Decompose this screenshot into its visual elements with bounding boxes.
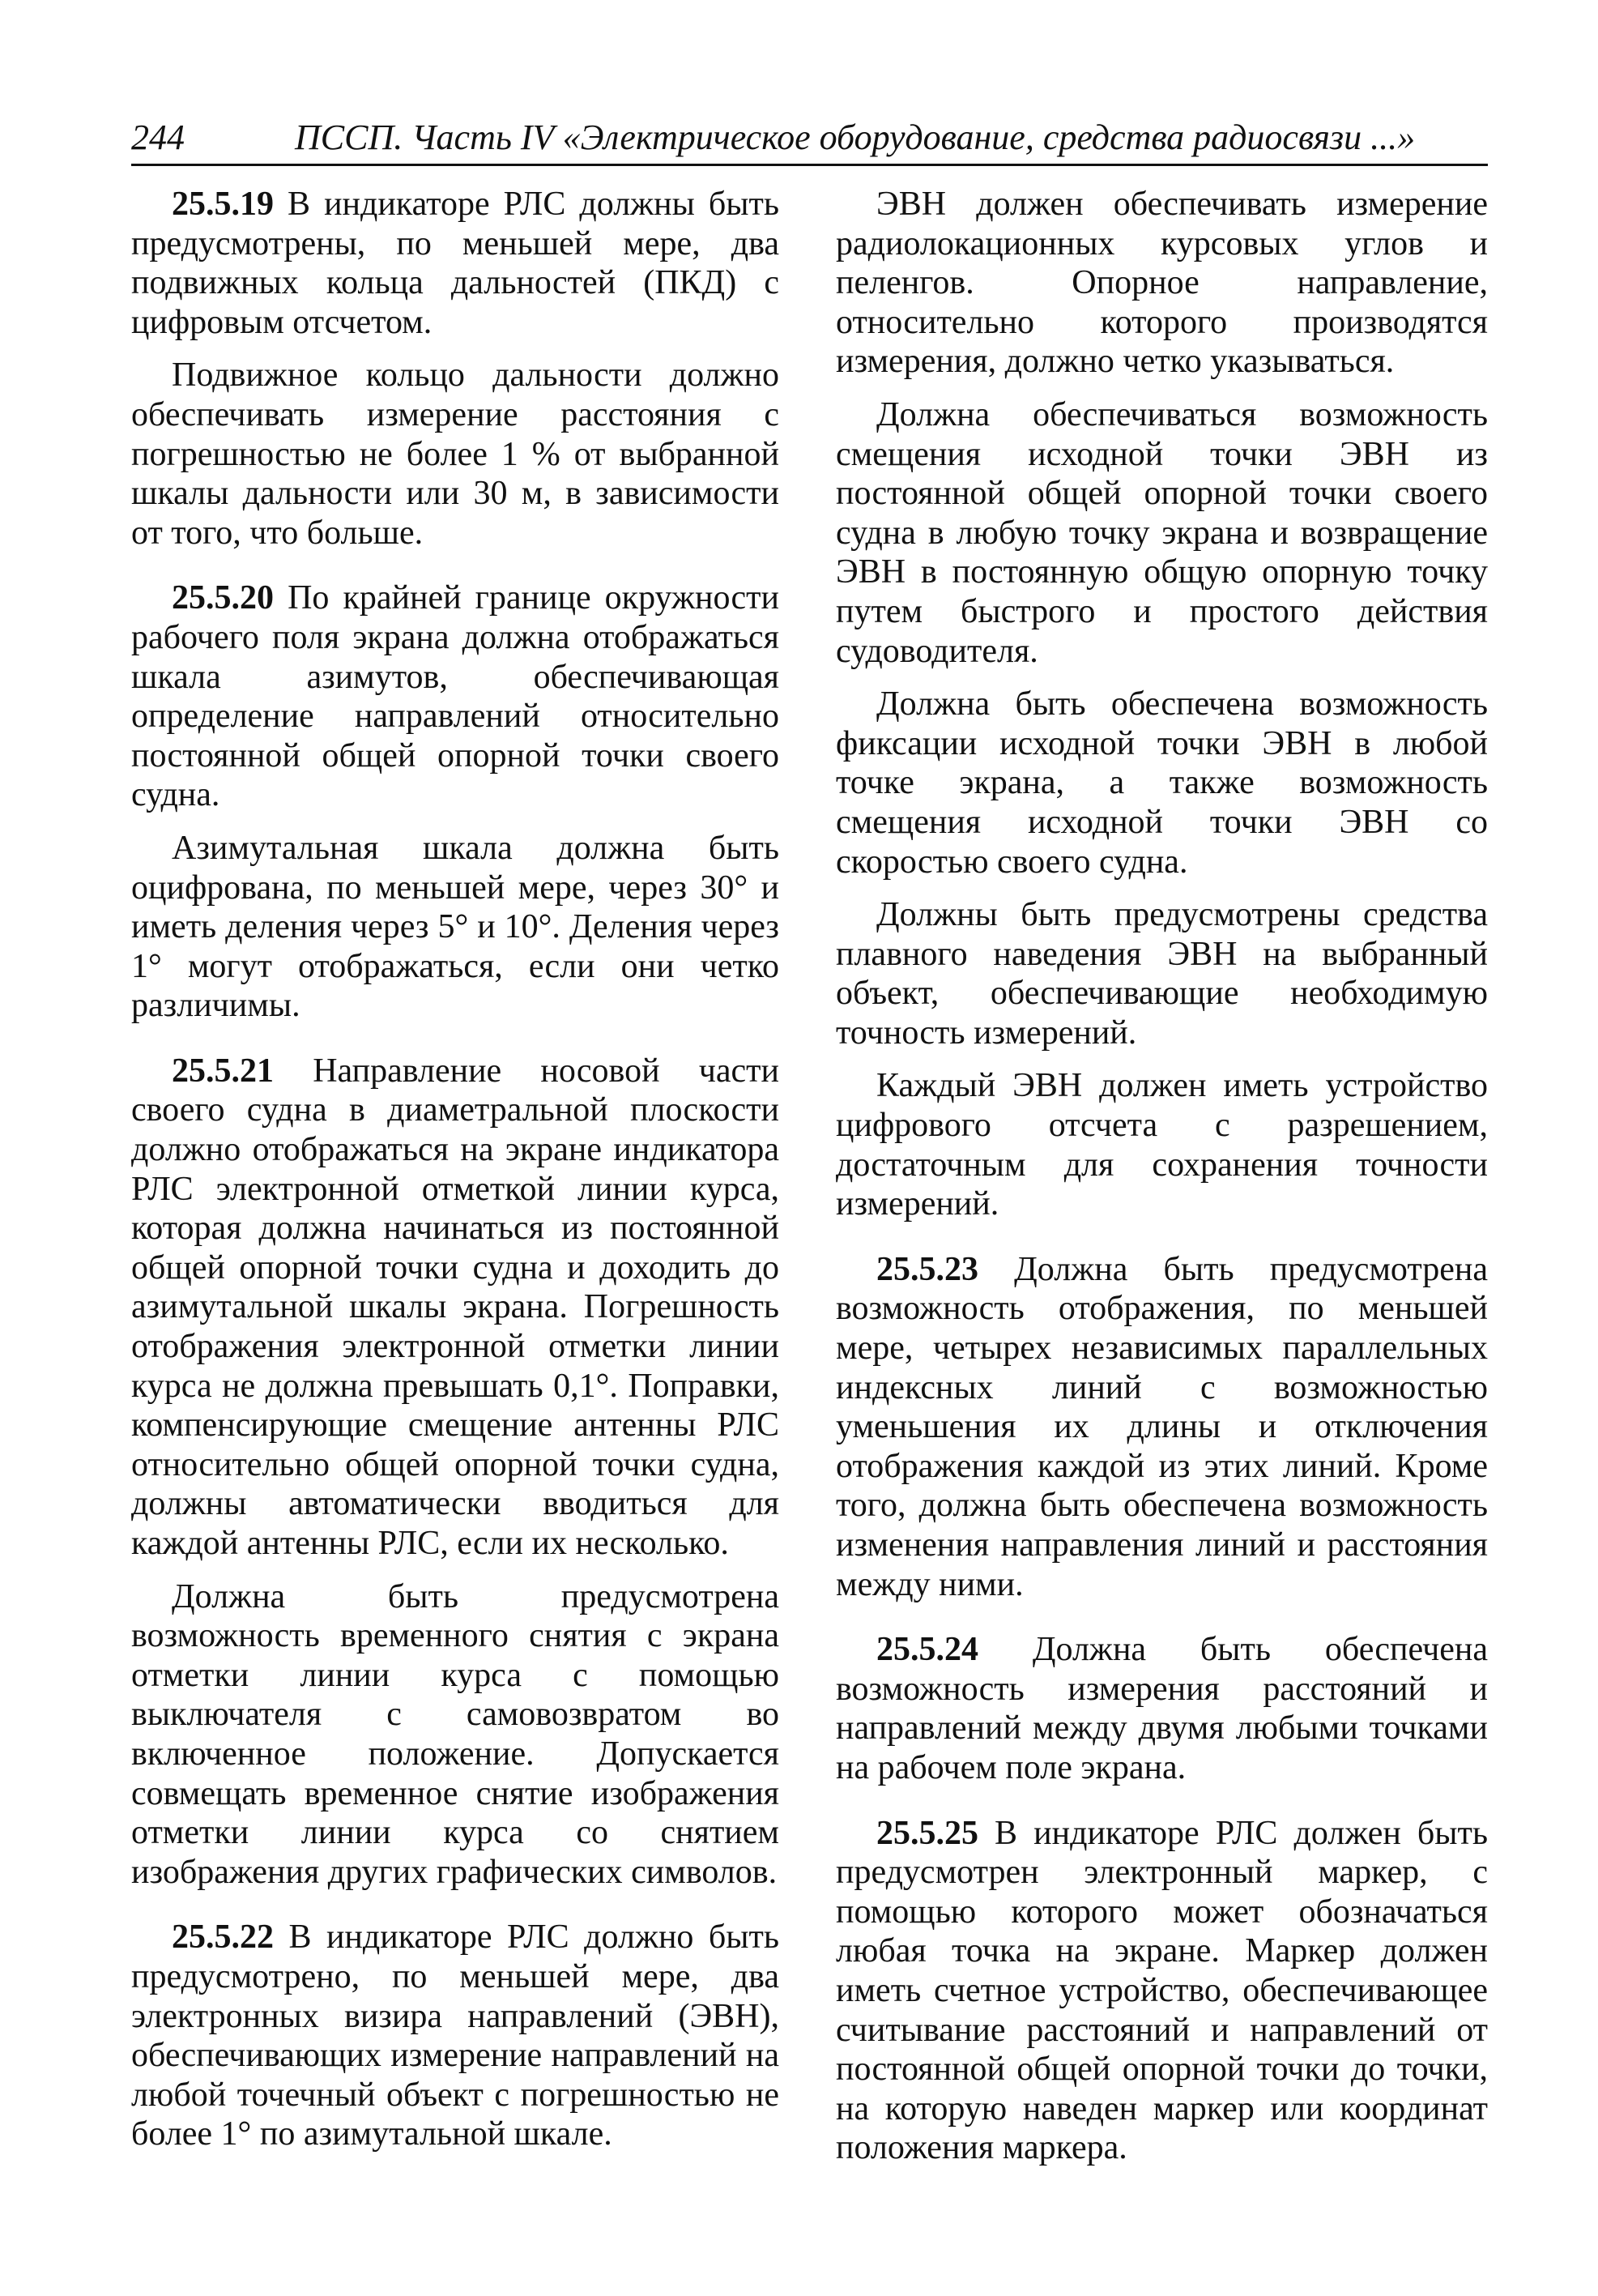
paragraph: [131, 356, 779, 553]
paragraph-text: Каждый ЭВН должен иметь устройство цифрового отсчета с разрешением, достаточным для сохранения точности измерений.: [836, 1067, 1488, 1223]
paragraph-text: В индикаторе РЛС должен быть предусмотрен электронный маркер, с помощью которого может обозначаться любая точка на экране. Маркер должен иметь счетное устройство, обеспечивающее считывание расстояний и направлений от постоянной общей опорной точки до точки, на которую наведен маркер или координат положения маркера.: [836, 1814, 1488, 2167]
paragraph-25-5-22: [131, 1918, 779, 2154]
paragraph-text: В индикаторе РЛС должны быть предусмотрены, по меньшей мере, два подвижных кольца дальностей (ПКД) с цифровым отсчетом.: [131, 186, 779, 341]
running-title: ПССП. Часть IV «Электрическое оборудование, средства радиосвязи ...»: [295, 117, 1416, 157]
paragraph-25-5-19: [131, 185, 779, 342]
section-number: 25.5.20: [172, 579, 274, 617]
paragraph-text: Подвижное кольцо дальности должно обеспечивать измерение расстояния с погрешностью не более 1 % от выбранной шкалы дальности или 30 м, в зависимости от того, что больше.: [131, 356, 779, 552]
section-number: 25.5.23: [876, 1250, 978, 1288]
paragraph: [131, 1577, 779, 1893]
paragraph-text: Должна быть обеспечена возможность измерения расстояний и направлений между двумя любыми точками на рабочем поле экрана.: [836, 1631, 1488, 1786]
paragraph-text: ЭВН должен обеспечивать измерение радиолокационных курсовых углов и пеленгов. Опорное направление, относительно которого производятся измерения, должно четко указываться.: [836, 186, 1488, 381]
paragraph: [836, 685, 1488, 881]
paragraph-text: Азимутальная шкала должна быть оцифрована, по меньшей мере, через 30° и иметь деления через 5° и 10°. Деления через 1° могут отображаться, если они четко различимы.: [131, 829, 779, 1025]
paragraph-text: Должны быть предусмотрены средства плавного наведения ЭВН на выбранный объект, обеспечивающие необходимую точность измерений.: [836, 896, 1488, 1052]
paragraph-text: По крайней границе окружности рабочего поля экрана должна отображаться шкала азимутов, обеспечивающая определение направлений относительно постоянной общей опорной точки своего судна.: [131, 579, 779, 814]
paragraph-25-5-20: [131, 578, 779, 815]
paragraph-text: Должна быть предусмотрена возможность отображения, по меньшей мере, четырех независимых параллельных индексных линий с возможностью уменьшения их длины и отключения отображения каждой из этих линий. Кроме того, должна быть обеспечена возможность изменения направления линий и расстояния между ними.: [836, 1250, 1488, 1603]
section-number: 25.5.21: [172, 1052, 274, 1090]
section-number: 25.5.19: [172, 186, 274, 223]
paragraph-25-5-21: [131, 1052, 779, 1564]
paragraph-text: Должна быть предусмотрена возможность временного снятия с экрана отметки линии курса с помощью выключателя с самовозвратом во включенное положение. Допускается совмещать временное снятие изображения отметки линии курса со снятием изображения других графических символов.: [131, 1577, 779, 1891]
paragraph: [836, 395, 1488, 671]
paragraph-25-5-24: [836, 1630, 1488, 1787]
paragraph-25-5-23: [836, 1250, 1488, 1604]
left-column: [131, 185, 779, 2168]
paragraph: [836, 1066, 1488, 1223]
paragraph-text: Должна быть обеспечена возможность фиксации исходной точки ЭВН в любой точке экрана, а также возможность смещения исходной точки ЭВН со скоростью своего судна.: [836, 685, 1488, 881]
right-column: [836, 185, 1488, 2182]
paragraph-text: Направление носовой части своего судна в диаметральной плоскости должно отображаться на экране индикатора РЛС электронной отметкой линии курса, которая должна начинаться из постоянной общей опорной точки судна и доходить до азимутальной шкалы экрана. Погрешность отображения электронной отметки линии курса не должна превышать 0,1°. Поправки, компенсирующие смещение антенны РЛС относительно общей опорной точки судна, должны автоматически вводиться для каждой антенны РЛС, если их несколько.: [131, 1052, 779, 1562]
section-number: 25.5.22: [172, 1918, 274, 1957]
paragraph-text: Должна обеспечиваться возможность смещения исходной точки ЭВН из постоянной общей опорной точки своего судна в любую точку экрана и возвращение ЭВН в постоянную общую опорную точку путем быстрого и простого действия судоводителя.: [836, 395, 1488, 670]
section-number: 25.5.24: [876, 1631, 978, 1669]
paragraph-25-5-25: [836, 1814, 1488, 2168]
page-header: [131, 113, 1488, 166]
page-number: 244: [131, 117, 185, 157]
paragraph: [836, 895, 1488, 1052]
section-number: 25.5.25: [876, 1814, 978, 1852]
paragraph: [131, 829, 779, 1026]
paragraph: [836, 185, 1488, 382]
paragraph-text: В индикаторе РЛС должно быть предусмотрено, по меньшей мере, два электронных визира направлений (ЭВН), обеспечивающих измерение направлений на любой точечный объект с погрешностью не более 1° по азимутальной шкале.: [131, 1918, 779, 2153]
